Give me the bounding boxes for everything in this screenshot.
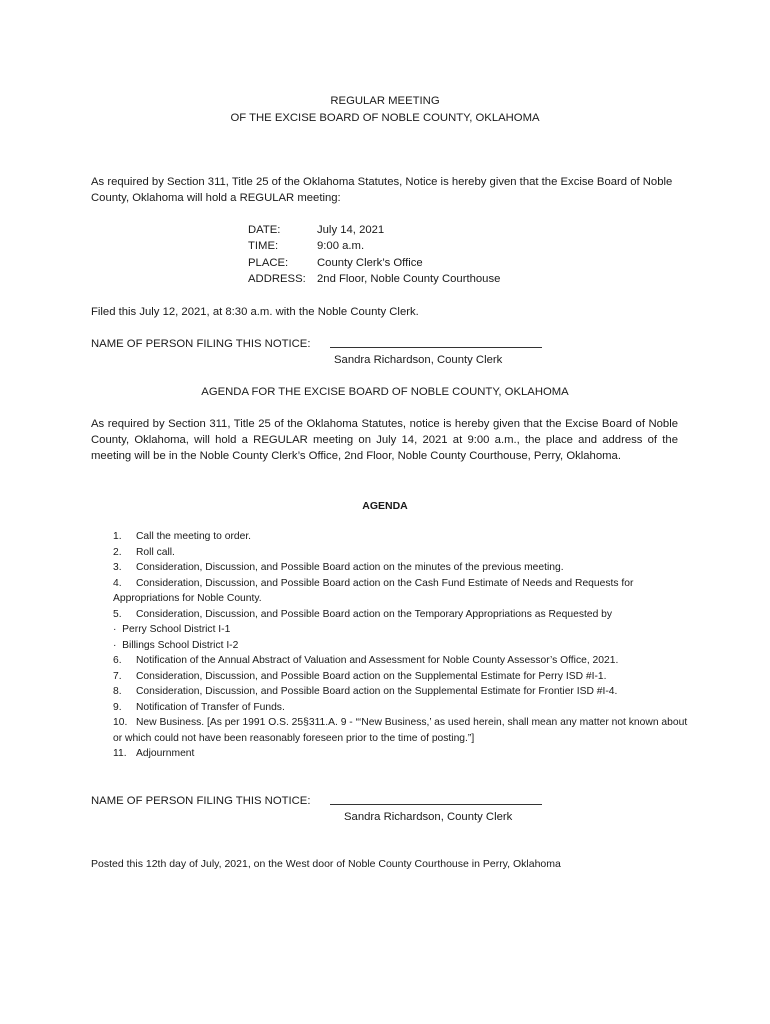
notice-intro: As required by Section 311, Title 25 of the Oklahoma Statutes, Notice is hereby given that the Excise Board of Noble County, Oklahoma will hold a REGULAR meeting: [91,176,673,204]
item-text: Consideration, Discussion, and Possible Board action on the Cash Fund Estimate of Needs and Requests for Appropriations for Noble County. [113,577,634,604]
detail-time-label: TIME: [248,240,279,252]
list-item [113,529,688,545]
sub-list-item [113,638,688,654]
list-item [113,746,688,762]
detail-date-value: July 14, 2021 [317,224,385,236]
detail-place-value: County Clerk’s Office [317,257,423,269]
detail-place-label: PLACE: [248,257,289,269]
list-item [113,700,688,716]
item-number: 9. [113,701,122,713]
item-number: 5. [113,608,122,620]
list-item [113,576,688,607]
item-number: 3. [113,562,122,573]
posted-statement: Posted this 12th day of July, 2021, on the West door of Noble County Courthouse in Perry, Oklahoma [91,858,561,870]
filed-statement: Filed this July 12, 2021, at 8:30 a.m. with the Noble County Clerk. [91,306,419,318]
item-text: Perry School District I-1 [122,624,231,635]
bullet: · [113,639,117,651]
item-text: Roll call. [136,546,175,558]
title-line-1: REGULAR MEETING [330,95,440,107]
item-number: 2. [113,546,122,558]
list-item [113,607,688,623]
agenda-notice-intro: As required by Section 311, Title 25 of the Oklahoma Statutes, notice is hereby given that the Excise Board of Noble County, Oklahoma, will hold a REGULAR meeting on July 14, 2021 at 9:00 a.m., the place and address of the meeting will be in the Noble County Clerk’s Office, 2nd Floor, Noble County Courthouse, Perry, Oklahoma. [91,418,678,462]
filer-label: NAME OF PERSON FILING THIS NOTICE: [91,338,311,350]
item-number: 6. [113,655,122,666]
detail-date-label: DATE: [248,224,281,236]
list-item [113,715,688,746]
item-text: Billings School District I-2 [122,639,239,651]
closing-filer-name: Sandra Richardson, County Clerk [344,811,513,823]
list-item [113,669,688,685]
detail-address-label: ADDRESS: [248,273,306,285]
item-text: Call the meeting to order. [136,531,252,542]
item-text: Consideration, Discussion, and Possible Board action on the Temporary Appropriations as Requested by [136,608,613,620]
item-text: Consideration, Discussion, and Possible Board action on the minutes of the previous meeting. [136,562,564,573]
sub-list-item [113,622,688,638]
signature-line [330,347,542,348]
item-text: New Business. [As per 1991 O.S. 25§311.A. 9 - “‘New Business,’ as used herein, shall mean any matter not known about or which could not have been reasonably foreseen prior to the time of posting.”] [113,717,688,744]
agenda-heading: AGENDA [362,500,408,512]
list-item [113,684,688,700]
filer-name: Sandra Richardson, County Clerk [334,354,503,366]
list-item [113,653,688,669]
closing-signature-line [330,804,542,805]
item-text: Notification of Transfer of Funds. [136,701,285,713]
item-text: Consideration, Discussion, and Possible Board action on the Supplemental Estimate for Frontier ISD #I-4. [136,686,618,697]
item-text: Consideration, Discussion, and Possible Board action on the Supplemental Estimate for Perry ISD #I-1. [136,670,607,682]
closing-filer-label: NAME OF PERSON FILING THIS NOTICE: [91,795,311,807]
agenda-notice-heading: AGENDA FOR THE EXCISE BOARD OF NOBLE COUNTY, OKLAHOMA [201,386,569,398]
item-number: 7. [113,670,122,682]
item-number: 1. [113,531,122,542]
list-item [113,560,688,576]
item-text: Adjournment [136,748,195,759]
item-number: 8. [113,686,122,697]
detail-address-value: 2nd Floor, Noble County Courthouse [317,273,501,285]
item-text: Notification of the Annual Abstract of Valuation and Assessment for Noble County Assessor’s Office, 2021. [136,655,619,666]
detail-time-value: 9:00 a.m. [317,240,365,252]
list-item [113,545,688,561]
item-number: 4. [113,577,122,589]
item-number: 10. [113,717,128,728]
title-line-2: OF THE EXCISE BOARD OF NOBLE COUNTY, OKLAHOMA [230,112,540,124]
item-number: 11. [113,748,127,759]
agenda-list [113,529,688,762]
bullet: · [113,624,117,635]
